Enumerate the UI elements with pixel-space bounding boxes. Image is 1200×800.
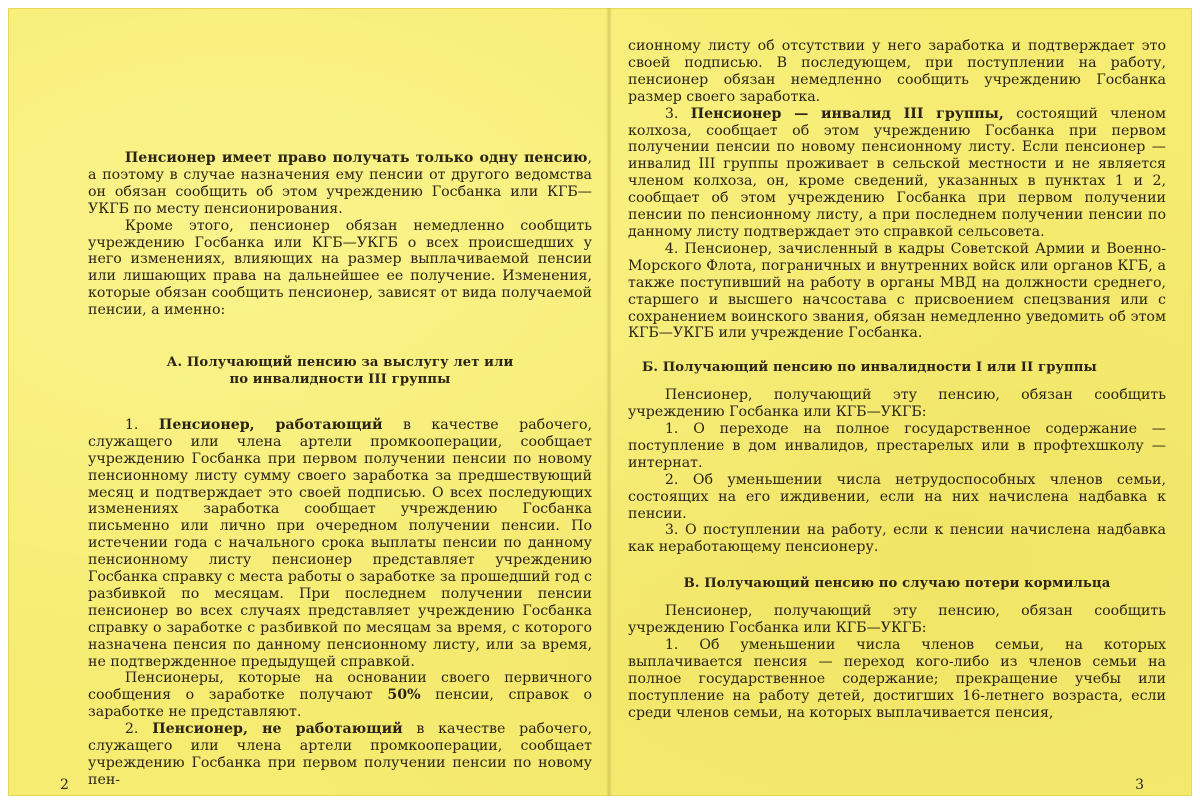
item-3-invalid-group-3: 3. Пенсионер — инвалид III группы, состоящий членом колхоза, сообщает об этом учреждению Госбанка при первом получении пенсии по новому пенсионному листу. Если пенсионер — инвалид III группы проживает в сельской местности и не является членом колхоза, он, кроме сведений, указанных в пунктах 1 и 2, сообщает об этом учреждению Госбанка при первом получении пенсии по пенсионному листу, а при последнем получении пенсии по данному листу подтверждает это справкой сельсовета. xyxy=(628,105,1166,240)
right-page xyxy=(612,8,1192,796)
left-page xyxy=(8,8,606,796)
section-b-item-2: 2. Об уменьшении числа нетрудоспособных членов семьи, состоящих на его иждивении, если на них начислена надбавка к пенсии. xyxy=(628,471,1166,522)
section-b-heading: Б. Получающий пенсию по инвалидности I или II группы xyxy=(642,360,1097,376)
page-number-left: 2 xyxy=(60,777,69,794)
section-v-item-1: 1. Об уменьшении числа членов семьи, на которых выплачивается пенсия — переход кого-либо из членов семьи на полное государственное содержание; прекращение учебы или поступление на работу детей, достигших 16-летнего возраста, если среди членов семьи, на которых выплачивается пенсия, xyxy=(628,637,1166,721)
section-v-intro: Пенсионер, получающий эту пенсию, обязан сообщить учреждению Госбанка или КГБ—УКГБ: xyxy=(628,603,1166,637)
page-number-right: 3 xyxy=(1135,777,1144,794)
item-4-army-service: 4. Пенсионер, зачисленный в кадры Советской Армии и Военно-Морского Флота, пограничных и внутренних войск или органов КГБ, а также поступивший на работу в органы МВД на должности среднего, старшего и высшего начсостава с присвоением спецзвания или с сохранением воинского звания, обязан немедленно уведомить об этом КГБ—УКГБ или учреждение Госбанка. xyxy=(628,240,1166,342)
fifty-percent-paragraph: Пенсионеры, которые на основании своего первичного сообщения о заработке получают 50% пенсии, справок о заработке не представляют. xyxy=(88,670,592,721)
section-b-item-1: 1. О переходе на полное государственное содержание — поступление в дом инвалидов, престарелых или в профтехшколу — интернат. xyxy=(628,421,1166,471)
changes-paragraph: Кроме этого, пенсионер обязан немедленно сообщить учреждению Госбанка или КГБ—УКГБ о всех происшедших у него изменениях, влияющих на размер выплачиваемой пенсии или лишающих права на дальнейшее ее получение. Изменения, которые обязан сообщить пенсионер, зависят от вида получаемой пенсии, а именно: xyxy=(88,217,592,319)
section-b-item-3: 3. О поступлении на работу, если к пенсии начислена надбавка как неработающему пенсионеру. xyxy=(628,522,1166,556)
document-sheet xyxy=(8,8,1192,796)
continuation-paragraph: сионному листу об отсутствии у него заработка и подтверждает это своей подписью. В последующем, при поступлении на работу, пенсионер обязан немедленно сообщить учреждению Госбанка размер своего заработка. xyxy=(628,38,1166,105)
section-b-intro: Пенсионер, получающий эту пенсию, обязан сообщить учреждению Госбанка или КГБ—УКГБ: xyxy=(628,387,1166,421)
item-2-non-working-pensioner: 2. Пенсионер, не работающий в качестве рабочего, служащего или члена артели промкооперации, сообщает учреждению Госбанка при первом получении пенсии по новому пен- xyxy=(88,721,593,788)
item-1-working-pensioner: 1. Пенсионер, работающий в качестве рабочего, служащего или члена артели промкооперации, сообщает учреждению Госбанка при первом получении пенсии по новому пенсионному листу сумму своего заработка за предшествующий месяц и подтверждает это своей подписью. О всех последующих изменениях заработка сообщает учреждению Госбанка письменно или лично при очередном получении пенсии. По истечении года с начального срока выплаты пенсии по данному пенсионному листу пенсионер представляет учреждению Госбанка справку с места работы о заработке за прошедший год с разбивкой по месяцам. При последнем получении пенсии пенсионер во всех случаях представляет учреждению Госбанка справку о заработке с разбивкой по месяцам за время, с которого назначена пенсия по данному пенсионному листу, или за время, не подтвержденное предыдущей справкой. xyxy=(88,416,593,670)
section-a-heading: А. Получающий пенсию за выслугу лет или по инвалидности III группы xyxy=(166,355,514,387)
intro-paragraph: Пенсионер имеет право получать только одну пенсию, а поэтому в случае назначения ему пенсии от другого ведомства он обязан сообщить об этом учреждению Госбанка или КГБ—УКГБ по месту пенсионирования. xyxy=(88,150,592,217)
section-v-heading: В. Получающий пенсию по случаю потери кормильца xyxy=(683,576,1111,592)
